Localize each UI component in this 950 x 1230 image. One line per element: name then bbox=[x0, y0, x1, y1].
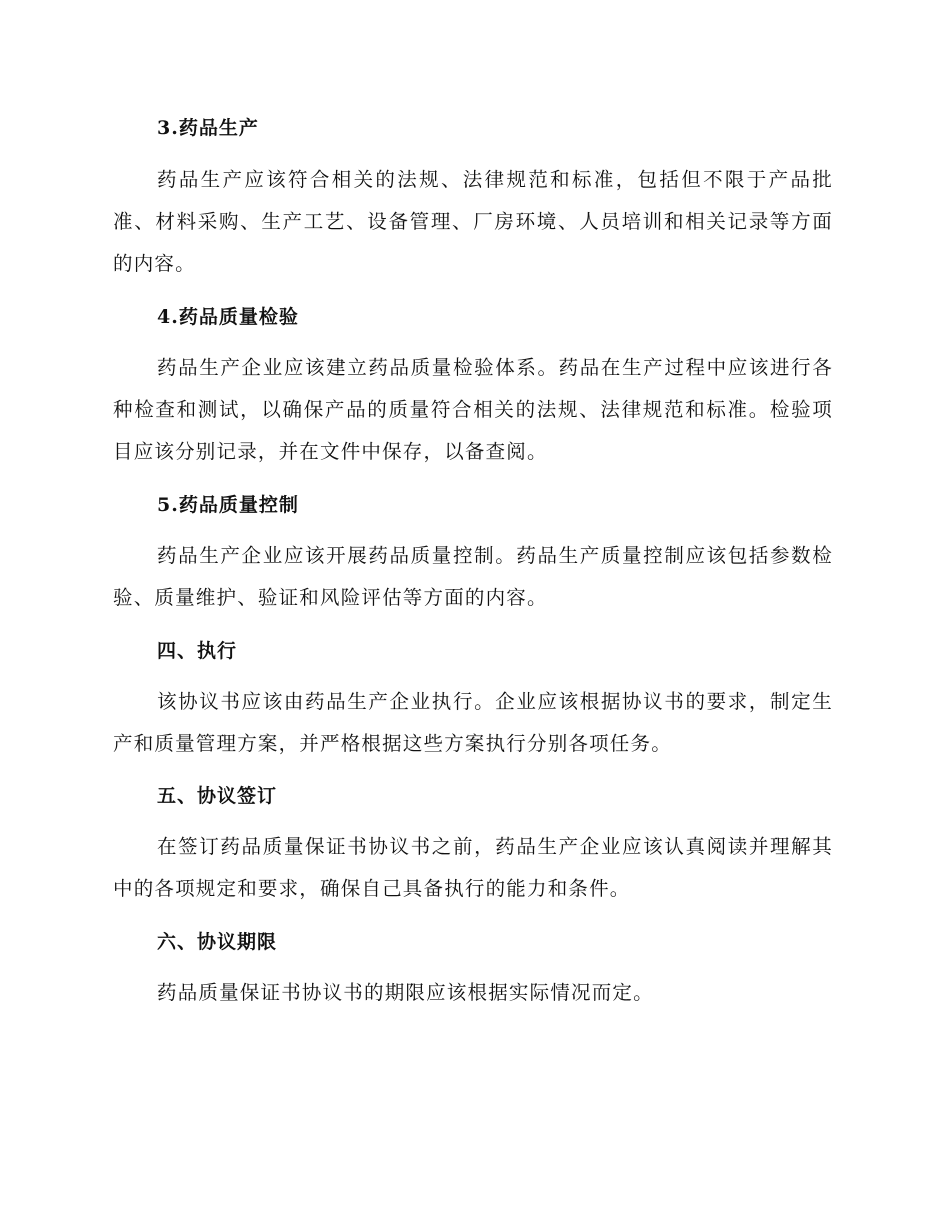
section-body-signing: 在签订药品质量保证书协议书之前，药品生产企业应该认真阅读并理解其中的各项规定和要求，确保自己具备执行的能力和条件。 bbox=[113, 835, 833, 900]
section-heading-4: 4.药品质量检验 bbox=[157, 306, 299, 328]
section-heading-signing: 五、协议签订 bbox=[157, 785, 278, 807]
section-body-execution: 该协议书应该由药品生产企业执行。企业应该根据协议书的要求，制定生产和质量管理方案，并严格根据这些方案执行分别各项任务。 bbox=[113, 690, 833, 755]
section-body-3: 药品生产应该符合相关的法规、法律规范和标准，包括但不限于产品批准、材料采购、生产工艺、设备管理、厂房环境、人员培训和相关记录等方面的内容。 bbox=[113, 168, 833, 275]
section-body-4: 药品生产企业应该建立药品质量检验体系。药品在生产过程中应该进行各种检查和测试，以确保产品的质量符合相关的法规、法律规范和标准。检验项目应该分别记录，并在文件中保存，以备查阅。 bbox=[113, 356, 833, 463]
section-heading-term: 六、协议期限 bbox=[157, 931, 278, 953]
section-heading-execution: 四、执行 bbox=[157, 640, 238, 662]
section-body-term: 药品质量保证书协议书的期限应该根据实际情况而定。 bbox=[157, 981, 654, 1004]
section-body-5: 药品生产企业应该开展药品质量控制。药品生产质量控制应该包括参数检验、质量维护、验证和风险评估等方面的内容。 bbox=[113, 544, 833, 609]
section-heading-3: 3.药品生产 bbox=[157, 117, 259, 139]
section-heading-5: 5.药品质量控制 bbox=[157, 494, 299, 516]
